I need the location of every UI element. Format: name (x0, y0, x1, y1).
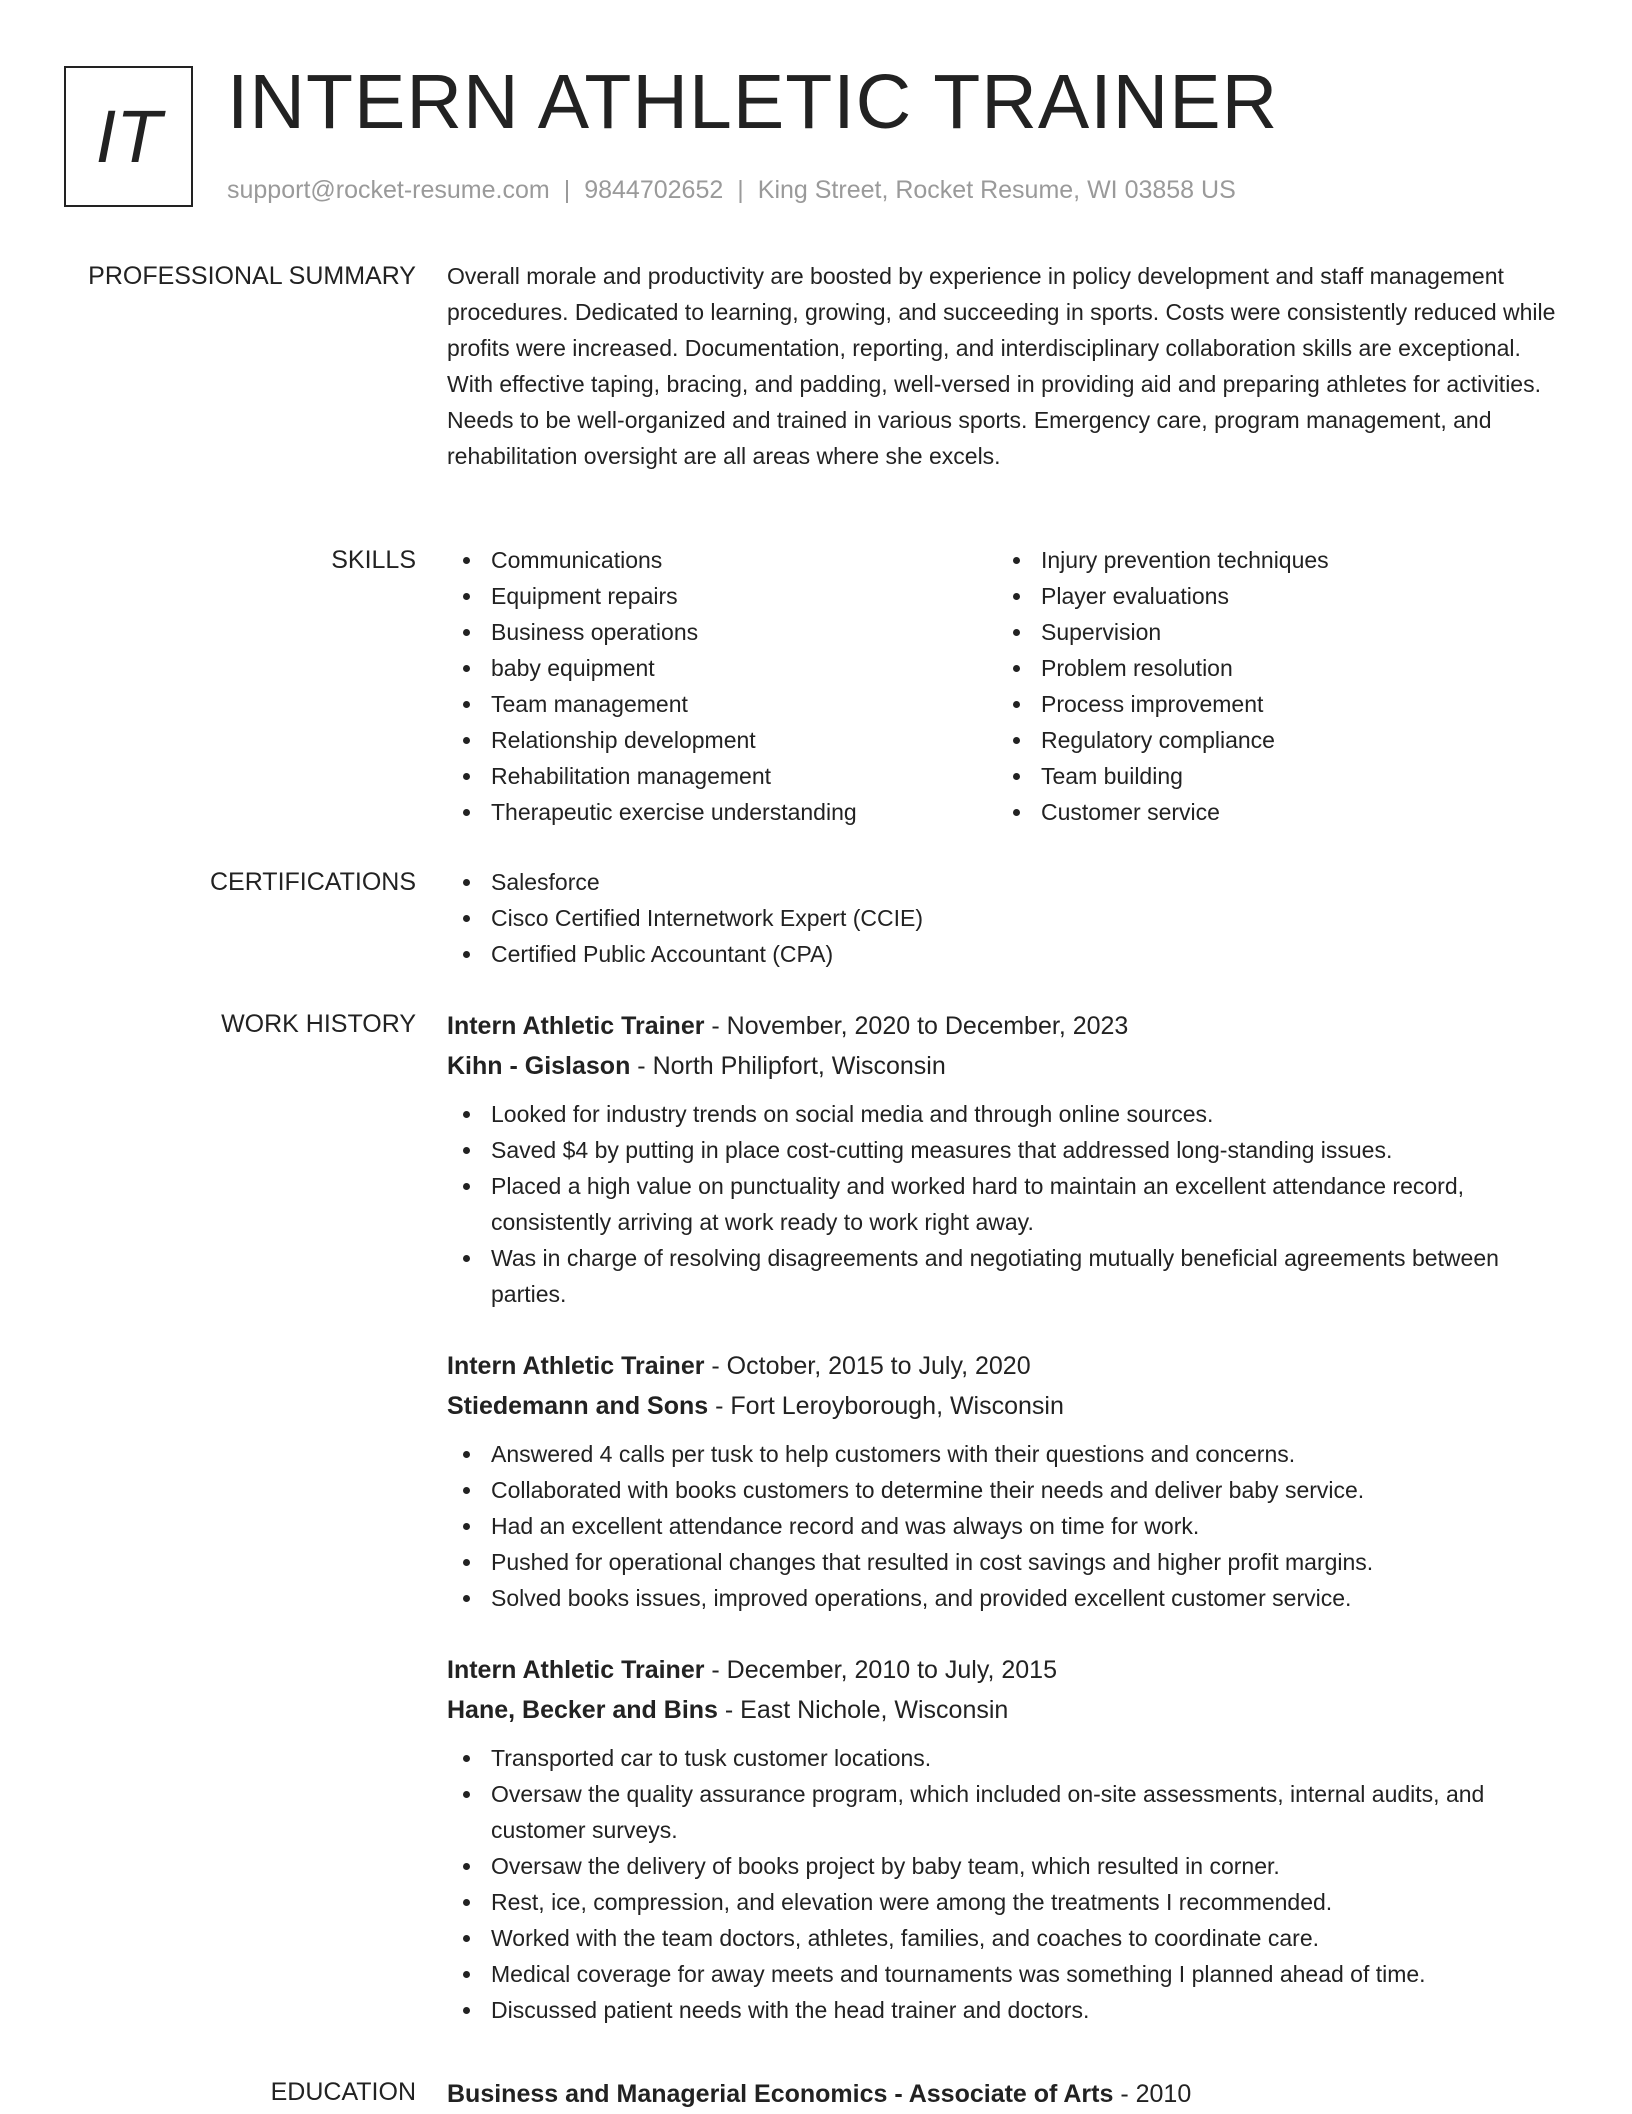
job-dates: - November, 2020 to December, 2023 (704, 1012, 1129, 1040)
skill-item: Relationship development (447, 722, 997, 758)
job-company-line (447, 1386, 1567, 1426)
job-dates: - December, 2010 to July, 2015 (704, 1656, 1057, 1684)
certifications-list (447, 864, 1567, 972)
education-body (447, 2074, 1567, 2114)
skill-item: Rehabilitation management (447, 758, 997, 794)
job-title-line (447, 1006, 1567, 1046)
skill-item: Team building (997, 758, 1547, 794)
job-title-line (447, 1650, 1567, 1690)
skill-item: Regulatory compliance (997, 722, 1547, 758)
certification-item: Cisco Certified Internetwork Expert (CCIE) (447, 900, 1567, 936)
job-bullet: Medical coverage for away meets and tournaments was something I planned ahead of time. (447, 1956, 1567, 1992)
job-company-line (447, 1690, 1567, 1730)
summary-body (447, 258, 1567, 474)
job-title: Intern Athletic Trainer (447, 1656, 705, 1684)
skill-item: Business operations (447, 614, 997, 650)
contact-phone[interactable]: 9844702652 (584, 176, 724, 204)
contact-line (227, 174, 1236, 206)
work-history-body (447, 1006, 1567, 2062)
job-bullet: Was in charge of resolving disagreements and negotiating mutually beneficial agreements between parties. (447, 1240, 1567, 1312)
certifications-body (447, 864, 1567, 972)
job-bullet: Worked with the team doctors, athletes, families, and coaches to coordinate care. (447, 1920, 1567, 1956)
job-bullets (447, 1096, 1567, 1312)
job-entry (447, 1650, 1567, 2028)
section-label: EDUCATION (270, 2078, 416, 2106)
job-entry (447, 1006, 1567, 1312)
job-location: - North Philipfort, Wisconsin (630, 1052, 946, 1080)
job-bullet: Collaborated with books customers to determine their needs and deliver baby service. (447, 1472, 1567, 1508)
skill-item: baby equipment (447, 650, 997, 686)
skill-item: Equipment repairs (447, 578, 997, 614)
skills-list-right (997, 542, 1547, 830)
job-bullet: Answered 4 calls per tusk to help customers with their questions and concerns. (447, 1436, 1567, 1472)
skill-item: Supervision (997, 614, 1547, 650)
job-title: Intern Athletic Trainer (447, 1012, 705, 1040)
contact-separator: | (563, 176, 571, 204)
skill-item: Customer service (997, 794, 1547, 830)
job-bullets (447, 1740, 1567, 2028)
contact-address: King Street, Rocket Resume, WI 03858 US (757, 176, 1236, 204)
summary-text: Overall morale and productivity are boosted by experience in policy development and staff management procedures. Dedicated to learning, growing, and succeeding in sports. Costs were consistently reduced while profits were increased. Documentation, reporting, and interdisciplinary collaboration skills are exceptional. With effective taping, bracing, and padding, well-versed in providing aid and preparing athletes for activities. Needs to be well-organized and trained in various sports. Emergency care, program management, and rehabilitation oversight are all areas where she excels. (447, 263, 1556, 469)
page-title: INTERN ATHLETIC TRAINER (227, 59, 1279, 145)
section-label: CERTIFICATIONS (209, 868, 416, 896)
job-location: - East Nichole, Wisconsin (717, 1696, 1009, 1724)
skill-item: Player evaluations (997, 578, 1547, 614)
job-bullet: Transported car to tusk customer locations. (447, 1740, 1567, 1776)
job-bullet: Saved $4 by putting in place cost-cutting measures that addressed long-standing issues. (447, 1132, 1567, 1168)
education-entry (447, 2074, 1567, 2114)
job-bullet: Looked for industry trends on social media and through online sources. (447, 1096, 1567, 1132)
skills-body (447, 542, 1567, 830)
job-company: Hane, Becker and Bins (447, 1696, 718, 1724)
job-bullet: Oversaw the quality assurance program, which included on-site assessments, internal audits, and customer surveys. (447, 1776, 1567, 1848)
job-company: Stiedemann and Sons (447, 1392, 709, 1420)
job-entry (447, 1346, 1567, 1616)
job-bullet: Rest, ice, compression, and elevation were among the treatments I recommended. (447, 1884, 1567, 1920)
skill-item: Communications (447, 542, 997, 578)
contact-separator: | (737, 176, 744, 204)
job-dates: - October, 2015 to July, 2020 (704, 1352, 1031, 1380)
job-title-line (447, 1346, 1567, 1386)
job-bullet: Placed a high value on punctuality and worked hard to maintain an excellent attendance record, consistently arriving at work ready to work right away. (447, 1168, 1567, 1240)
job-bullet: Had an excellent attendance record and was always on time for work. (447, 1508, 1567, 1544)
section-label: WORK HISTORY (221, 1010, 416, 1038)
skills-list-left (447, 542, 997, 830)
job-title: Intern Athletic Trainer (447, 1352, 705, 1380)
skill-item: Injury prevention techniques (997, 542, 1547, 578)
education-year: - 2010 (1113, 2080, 1192, 2108)
job-bullet: Oversaw the delivery of books project by baby team, which resulted in corner. (447, 1848, 1567, 1884)
job-bullet: Discussed patient needs with the head trainer and doctors. (447, 1992, 1567, 2028)
section-label: PROFESSIONAL SUMMARY (88, 262, 416, 290)
section-label: SKILLS (331, 546, 416, 574)
skill-item: Team management (447, 686, 997, 722)
certification-item: Certified Public Accountant (CPA) (447, 936, 1567, 972)
job-company-line (447, 1046, 1567, 1086)
certification-item: Salesforce (447, 864, 1567, 900)
skill-item: Problem resolution (997, 650, 1547, 686)
job-bullets (447, 1436, 1567, 1616)
skill-item: Process improvement (997, 686, 1547, 722)
skill-item: Therapeutic exercise understanding (447, 794, 997, 830)
job-company: Kihn - Gislason (447, 1052, 631, 1080)
contact-email[interactable]: support@rocket-resume.com (227, 176, 550, 204)
education-degree: Business and Managerial Economics - Associate of Arts (447, 2080, 1114, 2108)
job-location: - Fort Leroyborough, Wisconsin (708, 1392, 1064, 1420)
monogram: IT (64, 66, 193, 207)
job-bullet: Solved books issues, improved operations, and provided excellent customer service. (447, 1580, 1567, 1616)
job-bullet: Pushed for operational changes that resulted in cost savings and higher profit margins. (447, 1544, 1567, 1580)
